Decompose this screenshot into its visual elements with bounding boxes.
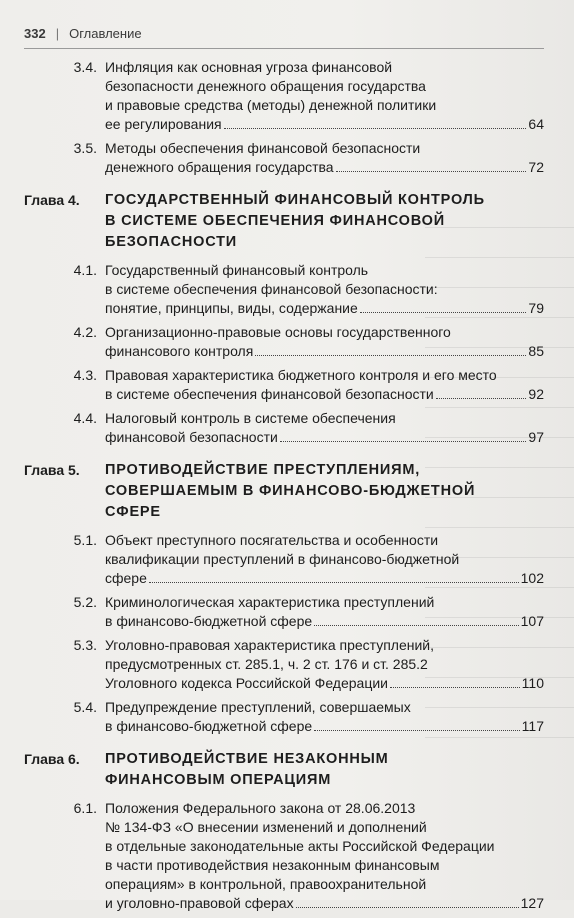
section-title-line: квалификации преступлений в финансово-бюджетной (105, 551, 460, 567)
section-number: 6.1. (73, 800, 97, 816)
section-number: 4.4. (73, 410, 97, 426)
running-title: Оглавление (69, 25, 142, 41)
section-title-line: финансового контроля (105, 343, 254, 359)
chapter-title (105, 460, 544, 523)
section-title-line: в финансово-бюджетной сфере (105, 718, 313, 734)
toc-entry[interactable] (24, 139, 544, 177)
page-ref: 117 (521, 718, 544, 734)
page-ref: 72 (528, 159, 544, 175)
section-title-line: Объект преступного посягательства и особенности (105, 532, 439, 548)
toc-entry[interactable] (24, 799, 544, 913)
page-ref: 107 (520, 613, 544, 629)
leader-line (105, 385, 544, 404)
dot-leader (280, 441, 527, 442)
page-ref: 79 (528, 300, 544, 316)
section-title-line: Правовая характеристика бюджетного контроля и его место (105, 367, 497, 383)
section-title (105, 531, 544, 588)
leader-line (105, 717, 544, 736)
section-title-line: финансовой безопасности (105, 429, 278, 445)
section-title (105, 799, 544, 913)
section-number: 5.2. (73, 594, 97, 610)
toc-entry[interactable] (24, 593, 544, 631)
section-number: 4.1. (73, 262, 97, 278)
section-title-line: Уголовного кодекса Российской Федерации (105, 675, 388, 691)
section-title-line: Организационно-правовые основы государственного (105, 324, 451, 340)
section-title-line: в отдельные законодательные акты Российской Федерации (105, 838, 495, 854)
leader-line (105, 158, 544, 177)
section-title-line: Предупреждение преступлений, совершаемых (105, 699, 411, 715)
section-title (105, 593, 544, 631)
chapter-label: Глава 4. (24, 192, 80, 208)
section-title (105, 139, 544, 177)
toc-entry[interactable] (24, 366, 544, 404)
section-title-line: Уголовно-правовая характеристика преступлений, (105, 637, 435, 653)
page-ref: 127 (520, 895, 544, 911)
chapter-title-line: ПРОТИВОДЕЙСТВИЕ ПРЕСТУПЛЕНИЯМ, (105, 462, 421, 478)
leader-line (105, 569, 544, 588)
section-number: 5.4. (73, 699, 97, 715)
table-of-contents (24, 58, 544, 918)
section-title (105, 58, 544, 134)
dot-leader (149, 582, 519, 583)
section-title-line: Инфляция как основная угроза финансовой (105, 59, 393, 75)
leader-line (105, 612, 544, 631)
chapter-title-line: ФИНАНСОВЫМ ОПЕРАЦИЯМ (105, 772, 332, 788)
section-title-line: ее регулирования (105, 116, 222, 132)
section-number: 4.2. (73, 324, 97, 340)
chapter-title-line: БЕЗОПАСНОСТИ (105, 234, 238, 250)
toc-entry[interactable] (24, 323, 544, 361)
toc-entry[interactable] (24, 261, 544, 318)
page-ref: 85 (528, 343, 544, 359)
section-number: 5.3. (73, 637, 97, 653)
section-title (105, 323, 544, 361)
chapter-heading[interactable] (24, 749, 544, 791)
dot-leader (296, 907, 519, 908)
chapter-heading[interactable] (24, 190, 544, 253)
section-title-line: в части противодействия незаконным финансовым (105, 857, 440, 873)
dot-leader (436, 398, 527, 399)
toc-entry[interactable] (24, 409, 544, 447)
section-title-line: в системе обеспечения финансовой безопасности: (105, 281, 438, 297)
leader-line (105, 342, 544, 361)
section-title-line: операциям» в контрольной, правоохранительной (105, 876, 427, 892)
chapter-title (105, 190, 544, 253)
section-number: 5.1. (73, 532, 97, 548)
section-title-line: и правовые средства (методы) денежной политики (105, 97, 437, 113)
section-number: 3.5. (73, 140, 97, 156)
leader-line (105, 428, 544, 447)
section-title-line: в финансово-бюджетной сфере (105, 613, 313, 629)
section-title (105, 261, 544, 318)
leader-line (105, 674, 544, 693)
section-title-line: Государственный финансовый контроль (105, 262, 369, 278)
dot-leader (360, 312, 527, 313)
toc-entry[interactable] (24, 58, 544, 134)
page-ref: 64 (528, 116, 544, 132)
section-title-line: понятие, принципы, виды, содержание (105, 300, 358, 316)
chapter-title-line: СОВЕРШАЕМЫМ В ФИНАНСОВО-БЮДЖЕТНОЙ (105, 483, 476, 499)
leader-line (105, 894, 544, 913)
section-title-line: Положения Федерального закона от 28.06.2013 (105, 800, 416, 816)
running-header (24, 24, 142, 42)
dot-leader (224, 128, 527, 129)
section-title (105, 366, 544, 404)
page-ref: 92 (528, 386, 544, 402)
chapter-label: Глава 5. (24, 462, 80, 478)
dot-leader (314, 625, 518, 626)
chapter-title-line: ГОСУДАРСТВЕННЫЙ ФИНАНСОВЫЙ КОНТРОЛЬ (105, 192, 485, 208)
page-ref: 97 (528, 429, 544, 445)
chapter-title (105, 749, 544, 791)
section-title-line: сфере (105, 570, 147, 586)
section-title-line: денежного обращения государства (105, 159, 334, 175)
dot-leader (255, 355, 526, 356)
toc-entry[interactable] (24, 636, 544, 693)
toc-entry[interactable] (24, 531, 544, 588)
section-title-line: предусмотренных ст. 285.1, ч. 2 ст. 176 и ст. 285.2 (105, 656, 428, 672)
leader-line (105, 299, 544, 318)
section-title-line: Налоговый контроль в системе обеспечения (105, 410, 396, 426)
page-number: 332 (24, 25, 46, 41)
dot-leader (390, 687, 520, 688)
section-number: 4.3. (73, 367, 97, 383)
section-title-line: безопасности денежного обращения государства (105, 78, 426, 94)
header-separator: | (55, 25, 60, 41)
chapter-heading[interactable] (24, 460, 544, 523)
section-title-line: в системе обеспечения финансовой безопасности (105, 386, 434, 402)
dot-leader (314, 730, 520, 731)
page-ref: 110 (521, 675, 544, 691)
dot-leader (336, 171, 527, 172)
section-title (105, 698, 544, 736)
section-title (105, 409, 544, 447)
header-rule (24, 48, 544, 49)
section-title (105, 636, 544, 693)
section-title-line: и уголовно-правовой сферах (105, 895, 294, 911)
section-title-line: № 134-ФЗ «О внесении изменений и дополнений (105, 819, 427, 835)
section-title-line: Методы обеспечения финансовой безопасности (105, 140, 421, 156)
section-title-line: Криминологическая характеристика преступлений (105, 594, 435, 610)
section-number: 3.4. (73, 59, 97, 75)
chapter-title-line: ПРОТИВОДЕЙСТВИЕ НЕЗАКОННЫМ (105, 751, 389, 767)
page-ref: 102 (520, 570, 544, 586)
leader-line (105, 115, 544, 134)
chapter-label: Глава 6. (24, 751, 80, 767)
chapter-title-line: В СИСТЕМЕ ОБЕСПЕЧЕНИЯ ФИНАНСОВОЙ (105, 213, 445, 229)
chapter-title-line: СФЕРЕ (105, 504, 161, 520)
toc-entry[interactable] (24, 698, 544, 736)
